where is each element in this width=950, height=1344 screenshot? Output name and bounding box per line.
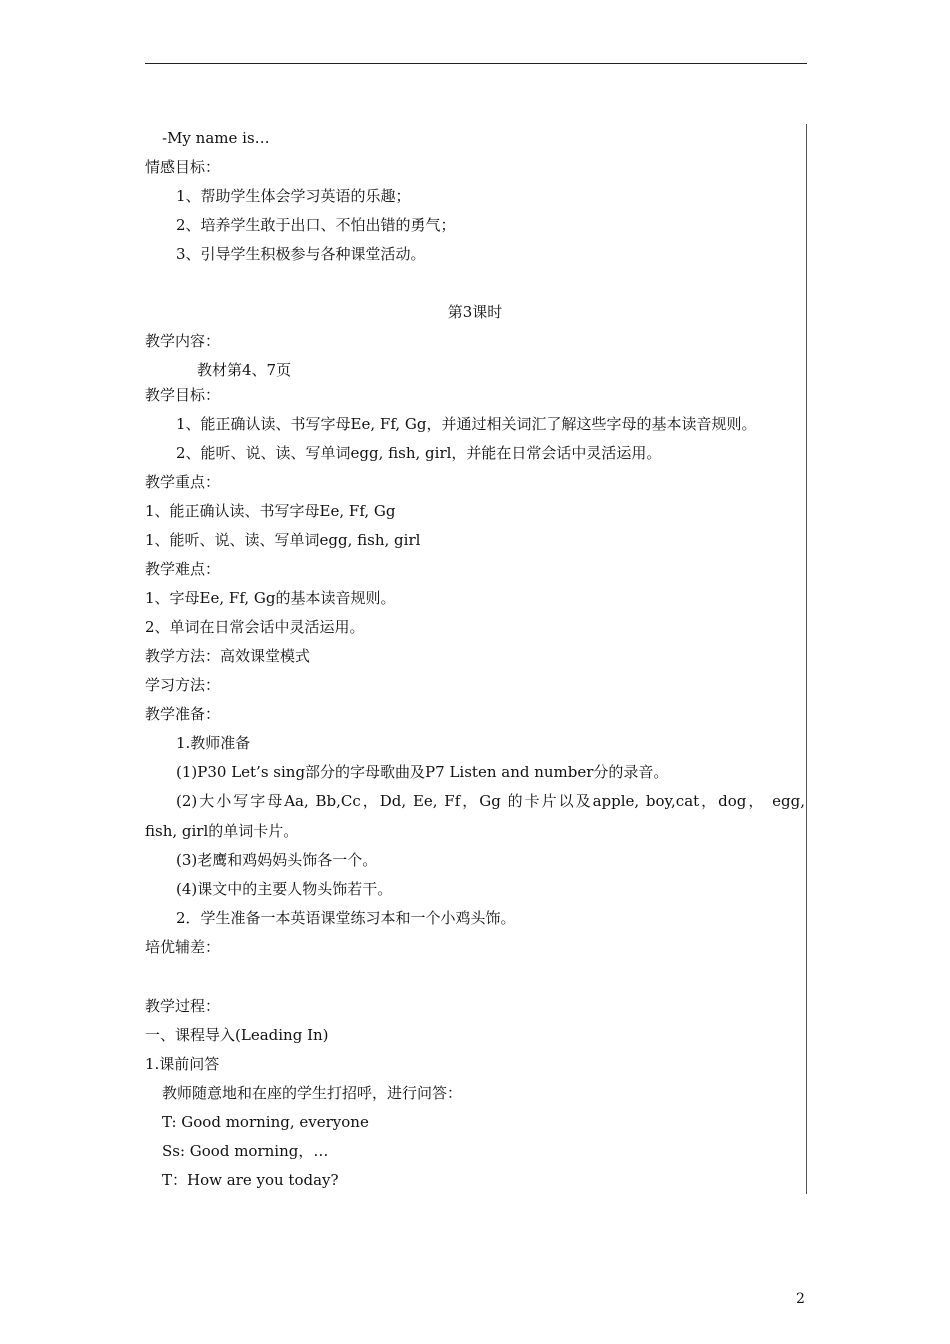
header-rule bbox=[145, 63, 807, 64]
list-item: 1、能正确认读、书写字母Ee, Ff, Gg bbox=[145, 502, 396, 520]
section-heading-emotional-goals: 情感目标： bbox=[145, 158, 221, 176]
section-heading-learning-methods: 学习方法： bbox=[145, 676, 221, 694]
list-item: (1)P30 Let’s sing部分的字母歌曲及P7 Listen and number分的录音。 bbox=[176, 763, 669, 781]
list-item: 2、单词在日常会话中灵活运用。 bbox=[145, 618, 365, 636]
list-item: (3)老鹰和鸡妈妈头饰各一个。 bbox=[176, 851, 378, 869]
section-heading-key-points: 教学重点： bbox=[145, 473, 221, 491]
list-item: (4)课文中的主要人物头饰若干。 bbox=[176, 880, 393, 898]
list-item: 2、能听、说、读、写单词egg, fish, girl，并能在日常会话中灵活运用。 bbox=[176, 444, 662, 462]
section-heading-difficulties: 教学难点： bbox=[145, 560, 221, 578]
section-heading-preparation: 教学准备： bbox=[145, 705, 221, 723]
content-text: 教材第4、7页 bbox=[197, 361, 292, 379]
list-item-continuation: fish, girl的单词卡片。 bbox=[145, 822, 299, 840]
subsection-heading: 一、课程导入(Leading In) bbox=[145, 1026, 329, 1044]
section-heading-process: 教学过程： bbox=[145, 997, 221, 1015]
list-item: (2)大小写字母Aa, Bb,Cc，Dd, Ee, Ff，Gg 的卡片以及apple, boy,cat，dog， egg, bbox=[176, 792, 805, 810]
list-item: 2、培养学生敢于出口、不怕出错的勇气； bbox=[176, 216, 456, 234]
section-heading-methods: 教学方法：高效课堂模式 bbox=[145, 647, 311, 665]
page-number: 2 bbox=[796, 1291, 805, 1307]
section-heading-objectives: 教学目标： bbox=[145, 386, 221, 404]
dialogue-line: -My name is… bbox=[162, 129, 270, 147]
list-item: 3、引导学生积极参与各种课堂活动。 bbox=[176, 245, 426, 263]
list-item: 1.教师准备 bbox=[176, 734, 251, 752]
dialogue-line: T：How are you today? bbox=[162, 1171, 339, 1189]
dialogue-line: T: Good morning, everyone bbox=[162, 1113, 369, 1131]
subsection-heading: 1.课前问答 bbox=[145, 1055, 220, 1073]
list-item: 1、帮助学生体会学习英语的乐趣； bbox=[176, 187, 411, 205]
list-item: 2．学生准备一本英语课堂练习本和一个小鸡头饰。 bbox=[176, 909, 516, 927]
body-text: 教师随意地和在座的学生打招呼，进行问答： bbox=[162, 1084, 463, 1102]
section-heading-content: 教学内容： bbox=[145, 332, 221, 350]
side-margin-rule bbox=[806, 124, 807, 1194]
list-item: 1、能正确认读、书写字母Ee, Ff, Gg，并通过相关词汇了解这些字母的基本读音规则。 bbox=[176, 415, 757, 433]
list-item: 1、字母Ee, Ff, Gg的基本读音规则。 bbox=[145, 589, 396, 607]
lesson-title: 第3课时 bbox=[447, 303, 503, 321]
dialogue-line: Ss: Good morning，… bbox=[162, 1142, 329, 1160]
list-item: 1、能听、说、读、写单词egg, fish, girl bbox=[145, 531, 421, 549]
section-heading-tutoring: 培优辅差： bbox=[145, 938, 221, 956]
